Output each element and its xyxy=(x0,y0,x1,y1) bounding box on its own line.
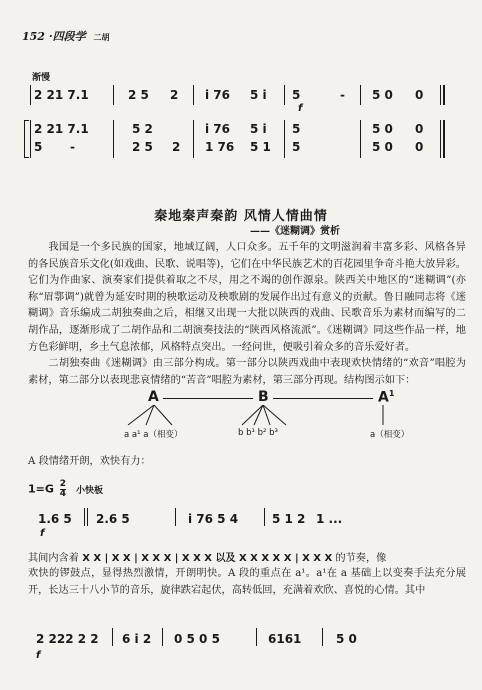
form-section-a: A xyxy=(148,389,159,405)
score-note: 2 21 7.1 xyxy=(34,88,89,102)
score-note: 5 i xyxy=(250,88,267,102)
score-note: 5 0 xyxy=(372,88,393,102)
score-note: 2 21 7.1 xyxy=(34,122,89,136)
form-a-parts: a a¹ a（相变） xyxy=(124,430,183,440)
score-note: 5 xyxy=(292,140,301,154)
dynamic-mark: f xyxy=(298,103,303,114)
rhythm-patterns: X X | X X | X X X | X X X 以及 X X X X X | X X X xyxy=(82,553,333,564)
score-note: 2 5 xyxy=(128,88,149,102)
score-note: - xyxy=(70,140,75,154)
book-title: ·四段学 xyxy=(48,30,86,43)
score-note: 5 0 xyxy=(372,140,393,154)
score-note: 0 5 0 5 xyxy=(174,632,220,646)
score-note: i 76 5 4 xyxy=(188,512,239,526)
form-section-a1: $A^1$ xyxy=(378,389,395,406)
tempo-mark: 渐慢 xyxy=(32,73,51,83)
page-header xyxy=(22,28,110,44)
form-section-b: B xyxy=(258,389,269,405)
score-note: 5 2 xyxy=(132,122,153,136)
dynamic-mark: f xyxy=(36,650,41,661)
score-note: 0 xyxy=(415,140,424,154)
score-note: 6161 xyxy=(268,632,302,646)
tempo-label: 小快板 xyxy=(76,486,104,496)
score-note: 5 1 xyxy=(250,140,271,154)
score-note: 5 1 2 xyxy=(272,512,306,526)
score-note: 0 xyxy=(415,122,424,136)
score-note: 5 xyxy=(34,140,43,154)
rhythm-intro: 其间内含着 xyxy=(28,553,79,564)
score-note: 5 xyxy=(292,88,301,102)
form-b-parts: b b¹ b² b³ xyxy=(238,428,278,438)
form-a1-parts: a（相变） xyxy=(370,430,410,440)
score-note: 2 5 xyxy=(132,140,153,154)
rhythm-line xyxy=(28,549,466,564)
paragraph-structure: 二胡独奏曲《迷糊调》由三部分构成。第一部分以陕西戏曲中表现欢快情绪的“欢音”唱腔为素材，第二部分以表现悲哀情绪的“苦音”唱腔为素材，第三部分再现。结构图示如下： xyxy=(28,358,466,386)
score-note: 5 i xyxy=(250,122,267,136)
score-note: - xyxy=(340,88,345,102)
dynamic-mark: f xyxy=(40,528,45,539)
score-note: 1 76 xyxy=(205,140,235,154)
score-note: 5 0 xyxy=(336,632,357,646)
score-note: 6 i 2 xyxy=(122,632,152,646)
score-note: i 76 xyxy=(205,122,230,136)
edition-label: 二胡 xyxy=(93,32,110,42)
score-note: 1.6 5 xyxy=(38,512,72,526)
score-note: 5 xyxy=(292,122,301,136)
score-note: 1 ... xyxy=(316,512,343,526)
article-title: 秦地秦声秦韵 风情人情曲情 xyxy=(154,209,328,224)
score-note: i 76 xyxy=(205,88,230,102)
page-number: 152 xyxy=(22,30,45,43)
article-subtitle: ——《迷糊调》赏析 xyxy=(250,226,340,237)
section-a-intro: A 段情绪开朗，欢快有力： xyxy=(28,456,151,467)
key-signature: 1=G $\frac{2}{4}$ xyxy=(28,479,67,499)
time-denominator: 4 xyxy=(59,489,67,499)
score-note: 2 xyxy=(170,88,179,102)
score-note: 5 0 xyxy=(372,122,393,136)
score-note: 0 xyxy=(415,88,424,102)
time-numerator: 2 xyxy=(59,479,67,489)
score-note: 2 xyxy=(172,140,181,154)
paragraph-section-a: 欢快的锣鼓点，显得热烈激情，开朗明快。A 段的重点在 a¹。a¹在 a 基础上以变奏手法充分展开，长达三十八小节的音乐，旋律跌宕起伏，高转低回，充满着欢欣、喜悦的心情。其中 xyxy=(28,568,466,596)
score-note: 2.6 5 xyxy=(96,512,130,526)
paragraph-intro: 我国是一个多民族的国家，地域辽阔，人口众多。五千年的文明滋润着丰富多彩、风格各异的各民族音乐文化(如戏曲、民歌、说唱等)，它们在中华民族艺术的百花园里争奇斗艳大放异彩。它们为作曲家、演奏家们提供着取之不尽，用之不竭的创作源泉。陕西关中地区的“迷糊调”(亦称“眉鄠调”)就曾为延安时期的秧歌运动及秧歌剧的发展作出过有意义的贡献。鲁日融同志将《迷糊调》音乐编成二胡独奏曲之后，相继又出现一大批以陕西的戏曲、民歌音乐为素材而编写的二胡作品，逐渐形成了二胡作品和二胡演奏技法的“陕西风格流派”。《迷糊调》同这些作品一样，地方色彩鲜明，乡土气息浓郁，风格特点突出。一经问世，便吸引着众多的音乐爱好者。 xyxy=(28,242,466,353)
rhythm-tail: 的节奏，像 xyxy=(335,553,387,564)
score-note: 2 222 2 2 xyxy=(36,632,99,646)
